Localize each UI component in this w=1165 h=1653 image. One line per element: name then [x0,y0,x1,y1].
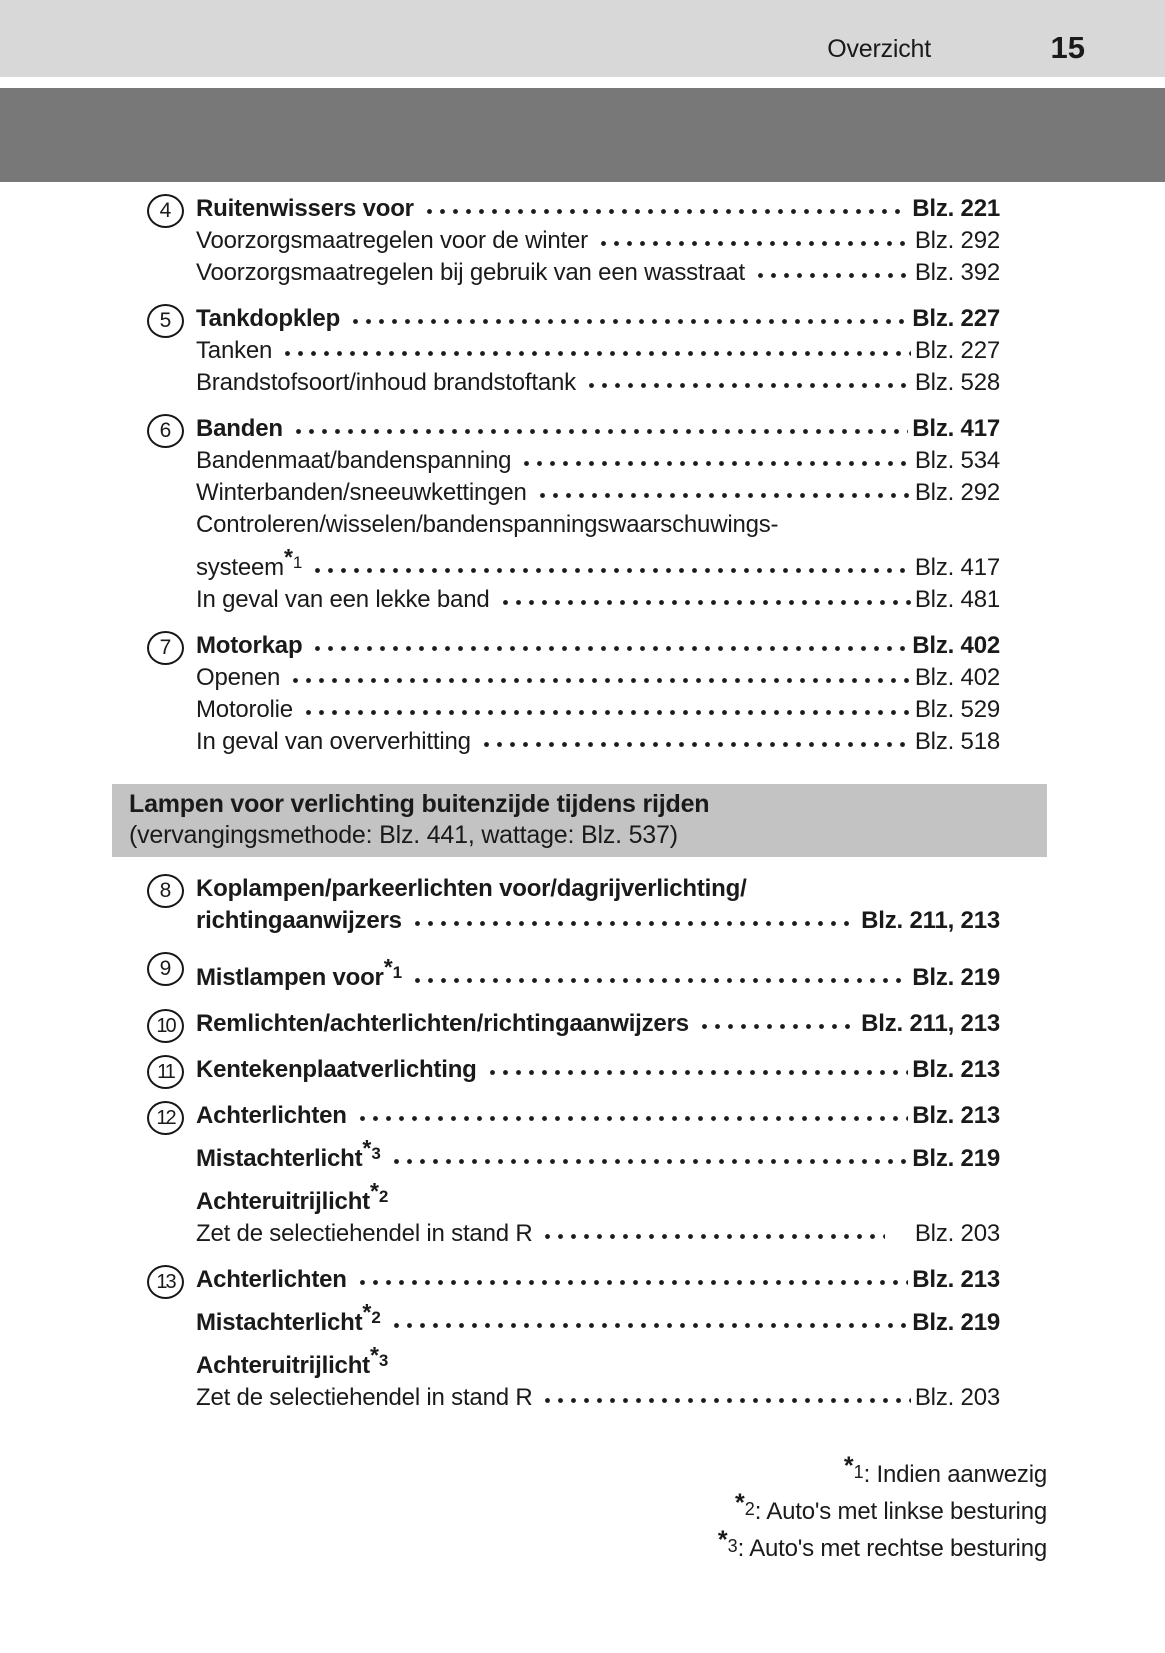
footnote-marker-number: 1 [292,553,303,572]
dot-leader [409,978,908,985]
toc-entry-label: Ruitenwissers voor [196,195,414,222]
toc-row [159,303,1000,335]
item-number-badge: 7 [147,631,184,665]
toc-group [159,630,1000,758]
toc-section-lights [156,873,1000,1414]
dot-leader [279,351,911,358]
item-number-badge: 8 [147,874,184,908]
toc-row [196,1218,1000,1250]
asterisk-icon: * [362,1299,372,1325]
dot-leader [421,209,908,216]
toc-row [159,951,1000,994]
footnotes-block [718,1452,1047,1563]
dot-leader [354,1280,908,1287]
dot-leader [347,319,908,326]
asterisk-icon: * [362,1135,372,1161]
page-reference: Blz. 534 [914,447,1000,474]
toc-entry-label: Brandstofsoort/inhoud brandstoftank [196,369,576,396]
asterisk-icon: * [283,544,293,570]
toc-group [156,1264,1000,1414]
dot-leader [388,1159,908,1166]
page-reference: Blz. 203 [914,1384,1000,1411]
asterisk-icon: * [369,1342,379,1368]
header-section-label: Overzicht [827,35,931,63]
page-reference: Blz. 211, 213 [861,907,1000,934]
page-reference: Blz. 213 [912,1102,1000,1129]
toc-row [196,726,1000,758]
page-reference: Blz. 402 [912,632,1000,659]
toc-row [196,1339,1000,1382]
toc-row [159,193,1000,225]
toc-entry-label: Mistachterlicht [196,1145,363,1172]
toc-row [196,662,1000,694]
toc-row [196,1296,1000,1339]
dot-leader [497,600,911,607]
toc-entry-label: Bandenmaat/bandenspanning [196,447,512,474]
toc-entry-label: Kentekenplaatverlichting [196,1056,477,1083]
footnote-marker-number: 3 [378,1351,389,1370]
dot-leader [478,742,911,749]
dot-leader [696,1024,857,1031]
toc-entry-label: Zet de selectiehendel in stand R [196,1220,533,1247]
toc-content [129,193,1000,1428]
toc-entry-label: Motorkap [196,632,303,659]
toc-entry-label: Winterbanden/sneeuwkettingen [196,479,527,506]
toc-section-exterior [159,193,1000,758]
footnote [718,1489,1047,1526]
footnote-marker [370,1339,388,1382]
item-number-badge: 5 [147,304,184,338]
page-reference: Blz. 529 [914,696,1000,723]
footnote-text: : Auto's met linkse besturing [754,1498,1047,1525]
page-reference: Blz. 211, 213 [861,1010,1000,1037]
toc-entry-label: Openen [196,664,281,691]
section-banner-title: Lampen voor verlichting buitenzijde tijdens rijden [129,790,710,818]
dot-leader [354,1116,908,1123]
toc-entry-label: Tanken [196,337,273,364]
toc-row [159,630,1000,662]
page-reference: Blz. 203 [914,1220,1000,1247]
item-number-badge: 9 [147,952,184,986]
asterisk-icon: * [843,1452,854,1480]
toc-group [156,1008,1000,1040]
dot-leader [583,383,911,390]
toc-entry-label: Motorolie [196,696,293,723]
toc-row [196,477,1000,509]
toc-row [196,257,1000,289]
toc-row [196,905,1000,937]
dot-leader [539,1234,884,1241]
toc-row [196,584,1000,616]
page-reference: Blz. 221 [912,195,1000,222]
toc-entry-label: Achteruitrijlicht [196,1352,370,1379]
toc-row [156,1264,1000,1296]
section-banner-subtitle: (vervangingsmethode: Blz. 441, wattage: Blz. 537) [129,821,678,849]
asterisk-icon: * [717,1526,728,1554]
toc-entry-label: Achteruitrijlicht [196,1188,370,1215]
toc-entry-label: Mistachterlicht [196,1309,363,1336]
footnote-marker [370,1175,388,1218]
item-number-badge: 6 [147,414,184,448]
footnote-text: : Indien aanwezig [863,1461,1047,1488]
dot-leader [388,1323,908,1330]
section-banner [112,784,1047,857]
toc-row [196,541,1000,584]
toc-group [159,951,1000,994]
footnote-marker [384,951,402,994]
toc-row [196,335,1000,367]
page-reference: Blz. 227 [914,337,1000,364]
footnote-number: 1 [853,1462,864,1482]
toc-row [156,1008,1000,1040]
toc-entry-label: Koplampen/parkeerlichten voor/dagrijverlichting/ [196,875,747,902]
footnote-marker [284,541,302,584]
toc-entry-label: Voorzorgsmaatregelen voor de winter [196,227,588,254]
page-reference: Blz. 392 [914,259,1000,286]
footnote-text: : Auto's met rechtse besturing [737,1535,1047,1562]
toc-entry-label: systeem [196,554,284,581]
toc-row [196,694,1000,726]
page-reference: Blz. 213 [912,1266,1000,1293]
asterisk-icon: * [383,954,393,980]
footnote-marker [362,1132,380,1175]
dot-leader [300,710,911,717]
toc-row [196,1132,1000,1175]
toc-row [196,509,1000,541]
footnote-marker-number: 1 [392,963,403,982]
page-header-band [0,0,1165,77]
page-reference: Blz. 292 [914,227,1000,254]
item-number-badge: 12 [147,1101,184,1135]
dot-leader [409,921,857,928]
toc-group [159,873,1000,937]
toc-row [159,413,1000,445]
page-reference: Blz. 219 [912,1145,1000,1172]
toc-row [196,1382,1000,1414]
page-reference: Blz. 402 [914,664,1000,691]
page-reference: Blz. 481 [914,586,1000,613]
toc-row [156,1100,1000,1132]
page-reference: Blz. 417 [914,554,1000,581]
dot-leader [595,241,911,248]
toc-entry-label: In geval van oververhitting [196,728,471,755]
item-number-badge: 4 [147,194,184,228]
toc-row [157,1054,1000,1086]
page-reference: Blz. 528 [914,369,1000,396]
dot-leader [309,568,910,575]
toc-group [159,193,1000,289]
toc-entry-label: Zet de selectiehendel in stand R [196,1384,533,1411]
toc-group [157,1054,1000,1086]
footnote-number: 2 [744,1499,755,1519]
dot-leader [752,273,911,280]
page-reference: Blz. 292 [914,479,1000,506]
item-number-badge: 13 [147,1265,184,1299]
toc-entry-label: In geval van een lekke band [196,586,490,613]
asterisk-icon: * [369,1178,379,1204]
page-reference: Blz. 213 [912,1056,1000,1083]
chapter-divider-band [0,88,1165,182]
footnote-marker-number: 2 [371,1308,381,1327]
page-reference: Blz. 518 [914,728,1000,755]
footnote [718,1452,1047,1489]
toc-row [196,367,1000,399]
toc-group [159,413,1000,616]
footnote-number: 3 [727,1536,738,1556]
dot-leader [484,1070,909,1077]
dot-leader [518,461,911,468]
toc-group [156,1100,1000,1250]
toc-row [159,873,1000,905]
page-reference: Blz. 417 [912,415,1000,442]
toc-row [196,445,1000,477]
toc-entry-label: Mistlampen voor [196,964,384,991]
item-number-badge: 10 [147,1009,184,1043]
toc-group [159,303,1000,399]
toc-row [196,1175,1000,1218]
dot-leader [290,429,908,436]
dot-leader [534,493,911,500]
page-reference: Blz. 227 [912,305,1000,332]
footnote [718,1526,1047,1563]
toc-row [196,225,1000,257]
footnote-marker-number: 2 [378,1187,389,1206]
toc-entry-label: Remlichten/achterlichten/richtingaanwijzers [196,1010,689,1037]
toc-entry-label: Achterlichten [196,1102,347,1129]
toc-entry-label: Banden [196,415,283,442]
dot-leader [539,1398,910,1405]
toc-entry-label: richtingaanwijzers [196,907,402,934]
header-page-number: 15 [1050,30,1085,65]
footnote-marker [362,1296,380,1339]
footnote-marker-number: 3 [371,1144,381,1163]
toc-entry-label: Tankdopklep [196,305,341,332]
dot-leader [309,646,908,653]
page-reference: Blz. 219 [912,1309,1000,1336]
toc-entry-label: Voorzorgsmaatregelen bij gebruik van een wasstraat [196,259,745,286]
item-number-badge: 11 [147,1055,184,1089]
page-reference: Blz. 219 [912,964,1000,991]
toc-entry-label: Achterlichten [196,1266,347,1293]
toc-entry-label: Controleren/wisselen/bandenspanningswaarschuwings- [196,511,779,538]
asterisk-icon: * [734,1489,745,1517]
dot-leader [287,678,911,685]
